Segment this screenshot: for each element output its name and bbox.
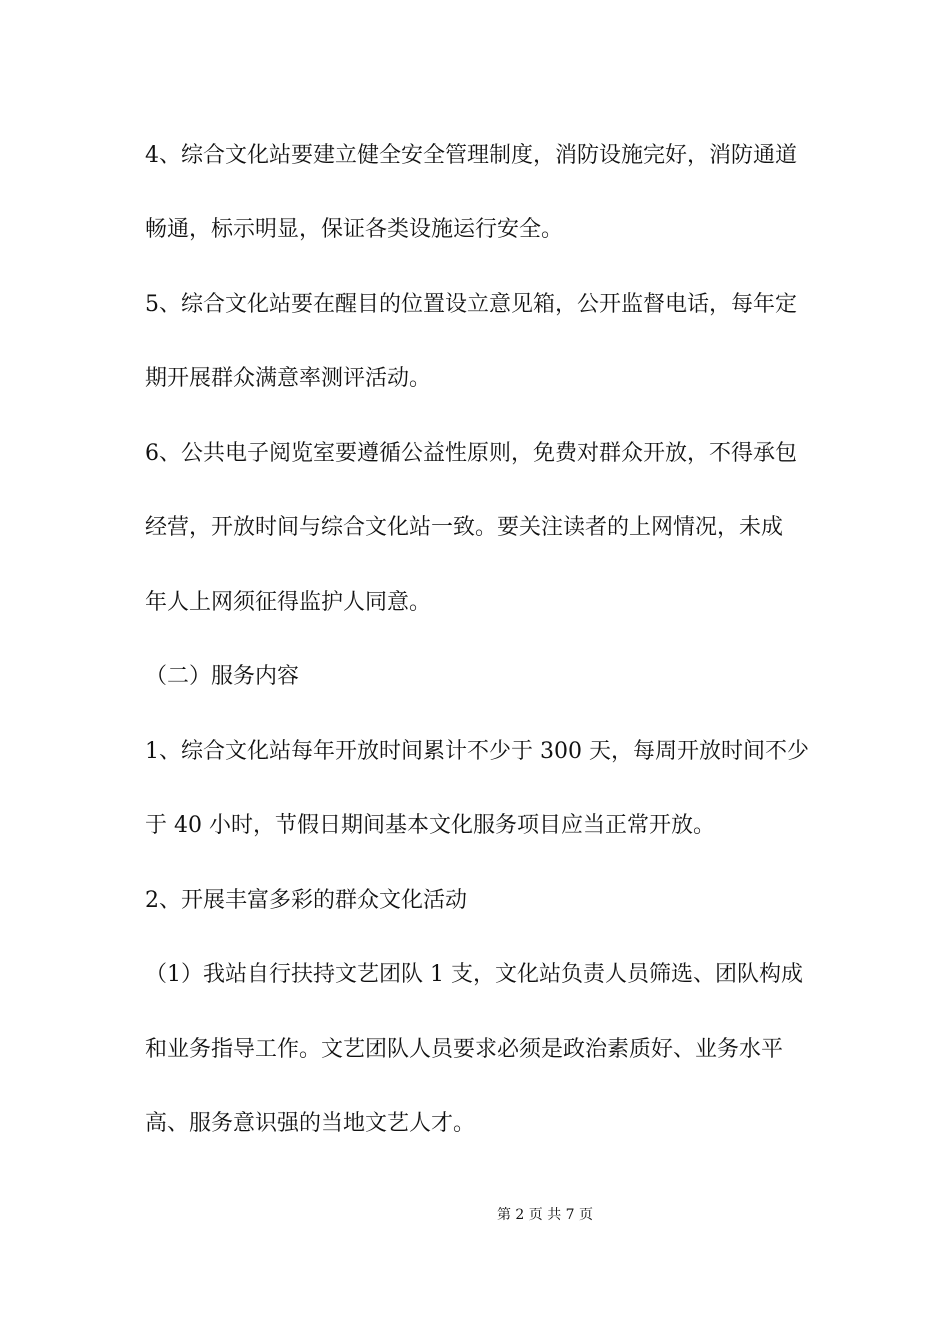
text-line: 1、综合文化站每年开放时间累计不少于 300 天，每周开放时间不少 [145, 739, 809, 764]
text-line: 5、综合文化站要在醒目的位置设立意见箱，公开监督电话，每年定 [145, 292, 797, 317]
text-line: （1）我站自行扶持文艺团队 1 支，文化站负责人员筛选、团队构成 [145, 962, 803, 987]
text-line: 2、开展丰富多彩的群众文化活动 [145, 888, 467, 913]
text-line: 经营，开放时间与综合文化站一致。要关注读者的上网情况，未成 [145, 515, 784, 540]
text-line: 年人上网须征得监护人同意。 [145, 590, 432, 615]
text-line: 于 40 小时，节假日期间基本文化服务项目应当正常开放。 [145, 813, 715, 838]
text-line: 和业务指导工作。文艺团队人员要求必须是政治素质好、业务水平 [145, 1037, 784, 1062]
text-line: 6、公共电子阅览室要遵循公益性原则，免费对群众开放，不得承包 [145, 441, 797, 466]
text-line: 畅通，标示明显，保证各类设施运行安全。 [145, 217, 564, 242]
section-heading: （二）服务内容 [145, 664, 300, 689]
page-number-footer: 第 2 页 共 7 页 [496, 1207, 594, 1223]
text-line: 期开展群众满意率测评活动。 [145, 366, 432, 391]
text-line: 高、服务意识强的当地文艺人才。 [145, 1111, 476, 1136]
text-line: 4、综合文化站要建立健全安全管理制度，消防设施完好，消防通道 [145, 143, 797, 168]
